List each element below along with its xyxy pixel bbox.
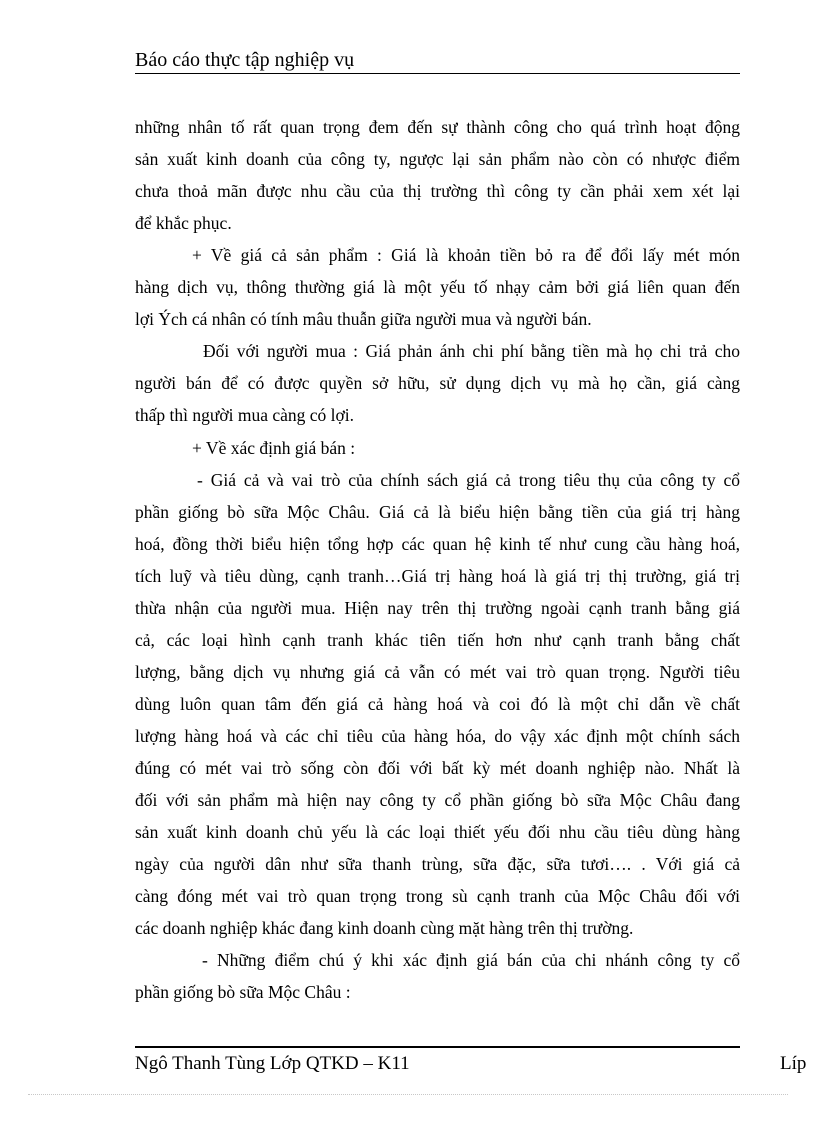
body-line: dùng luôn quan tâm đến giá cả hàng hoá và coi đó là một chỉ dẫn về chất [135, 693, 740, 714]
body-line: Đối với người mua : Giá phản ánh chi phí bằng tiền mà họ chi trả cho [203, 341, 740, 362]
body-line: sản xuất kinh doanh của công ty, ngược lại sản phẩm nào còn có nhược điểm [135, 149, 740, 170]
body-line: tích luỹ và tiêu dùng, cạnh tranh…Giá trị hàng hoá là giá trị thị trường, giá trị [135, 565, 740, 586]
body-line: ngày của người dân như sữa thanh trùng, sữa đặc, sữa tươi…. . Với giá cả [135, 854, 740, 875]
body-line: - Những điểm chú ý khi xác định giá bán của chi nhánh công ty cổ [202, 950, 740, 971]
body-line: lượng hàng hoá và các chỉ tiêu của hàng hóa, do vậy xác định một chính sách [135, 725, 740, 746]
body-line: + Về giá cả sản phẩm : Giá là khoản tiền bỏ ra để đổi lấy mét món [192, 245, 740, 266]
body-line: để khắc phục. [135, 213, 232, 234]
body-line: hoá, đồng thời biểu hiện tổng hợp các quan hệ kinh tế như cung cầu hàng hoá, [135, 533, 740, 554]
footer-class-label: Líp [780, 1053, 807, 1074]
body-line: thừa nhận của người mua. Hiện nay trên thị trường ngoài cạnh tranh bằng giá [135, 597, 740, 618]
body-line: chưa thoả mãn được nhu cầu của thị trường thì công ty cần phải xem xét lại [135, 181, 740, 202]
page-header-title: Báo cáo thực tập nghiệp vụ [135, 49, 355, 71]
page-bottom-border [28, 1094, 788, 1095]
body-line: thấp thì người mua càng có lợi. [135, 405, 354, 426]
body-line: lợi Ých cá nhân có tính mâu thuẫn giữa người mua và người bán. [135, 309, 592, 330]
body-line: sản xuất kinh doanh chủ yếu là các loại thiết yếu đối nhu cầu tiêu dùng hàng [135, 822, 740, 843]
body-line: hàng dịch vụ, thông thường giá là một yếu tố nhạy cảm bởi giá liên quan đến [135, 277, 740, 298]
body-line: - Giá cả và vai trò của chính sách giá cả trong tiêu thụ của công ty cổ [197, 469, 740, 490]
footer-divider [135, 1046, 740, 1048]
body-line: đối với sản phẩm mà hiện nay công ty cổ phần giống bò sữa Mộc Châu đang [135, 790, 740, 811]
body-line: đúng có mét vai trò sống còn đối với bất kỳ mét doanh nghiệp nào. Nhất là [135, 758, 740, 778]
body-line: phần giống bò sữa Mộc Châu. Giá cả là biểu hiện bằng tiền của giá trị hàng [135, 501, 740, 522]
body-line: càng đóng mét vai trò quan trọng trong sù cạnh tranh của Mộc Châu đối với [135, 886, 740, 907]
body-line: lượng, bằng dịch vụ nhưng giá cả vẫn có mét vai trò quan trọng. Người tiêu [135, 661, 740, 682]
body-line: phần giống bò sữa Mộc Châu : [135, 982, 351, 1003]
body-line: cả, các loại hình cạnh tranh khác tiên tiến hơn như cạnh tranh bằng chất [135, 629, 740, 650]
body-line: + Về xác định giá bán : [192, 437, 356, 458]
body-line: các doanh nghiệp khác đang kinh doanh cùng mặt hàng trên thị trường. [135, 918, 634, 939]
body-line: người bán để có được quyền sở hữu, sử dụng dịch vụ mà họ cần, giá càng [135, 373, 740, 394]
header-divider [135, 73, 740, 74]
footer-author: Ngô Thanh Tùng Lớp QTKD – K11 [135, 1053, 410, 1074]
body-line: những nhân tố rất quan trọng đem đến sự thành công cho quá trình hoạt động [135, 117, 740, 137]
